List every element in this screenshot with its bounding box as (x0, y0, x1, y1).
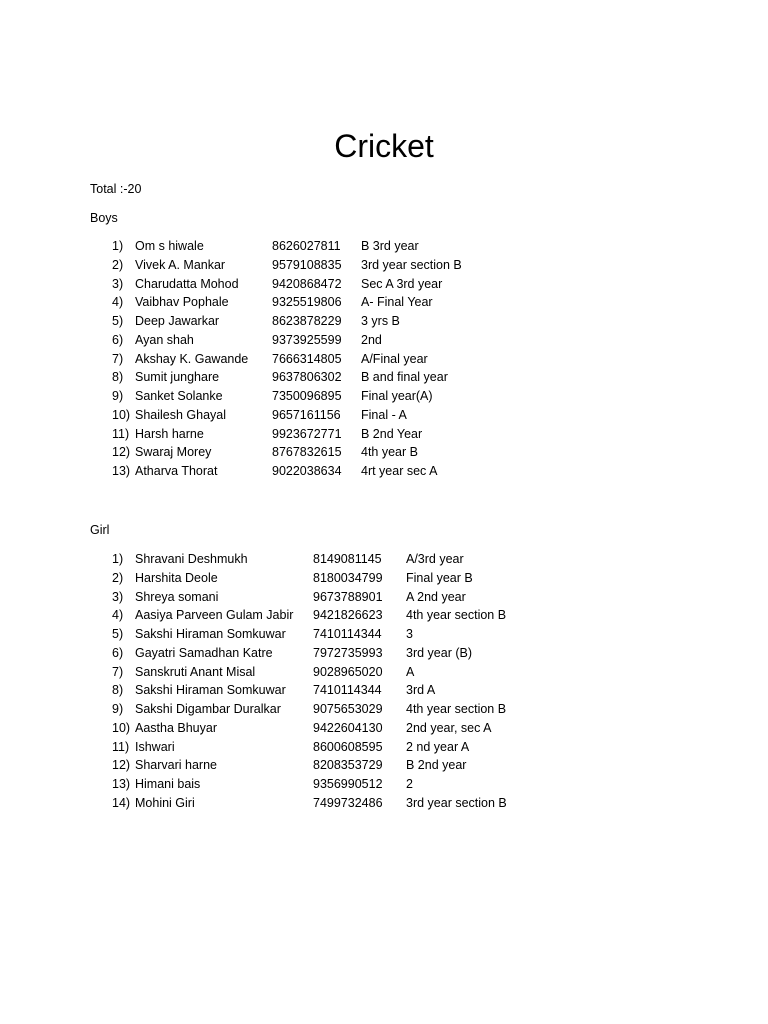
item-year: Final - A (361, 407, 407, 422)
item-year: B 2nd year (406, 758, 467, 773)
item-name: Himani bais (135, 777, 201, 791)
item-phone: 9075653029 (313, 702, 383, 716)
item-name: Deep Jawarkar (135, 314, 220, 328)
item-name: Om s hiwale (135, 239, 204, 253)
total-count: Total :-20 (90, 182, 142, 196)
item-number: 5) (112, 627, 124, 641)
document-title: Cricket (334, 128, 434, 164)
item-phone: 9579108835 (272, 257, 342, 272)
item-phone: 9637806302 (272, 370, 342, 385)
item-number: 2) (112, 570, 124, 585)
item-phone: 8767832615 (272, 445, 342, 460)
item-year: 3 yrs B (361, 314, 400, 328)
item-phone: 7410114344 (313, 683, 382, 698)
item-number: 13) (112, 777, 131, 791)
item-number: 9) (112, 702, 124, 716)
item-phone: 8626027811 (272, 239, 341, 253)
item-year: A 2nd year (406, 589, 466, 604)
item-year: A/Final year (361, 351, 428, 366)
item-year: 2nd (361, 332, 382, 347)
item-name: Gayatri Samadhan Katre (135, 645, 273, 660)
item-name: Vaibhav Pophale (135, 295, 229, 310)
item-number: 9) (112, 389, 124, 403)
item-name: Vivek A. Mankar (135, 257, 226, 272)
item-number: 2) (112, 257, 124, 272)
item-number: 7) (112, 351, 124, 366)
item-number: 6) (112, 645, 124, 660)
item-year: 2 nd year A (406, 739, 470, 754)
item-phone: 8600608595 (313, 739, 383, 754)
item-year: Final year(A) (361, 389, 433, 403)
item-name: Charudatta Mohod (135, 276, 239, 291)
item-phone: 7410114344 (313, 627, 382, 641)
item-phone: 8623878229 (272, 314, 342, 328)
item-name: Shravani Deshmukh (135, 552, 248, 566)
item-number: 8) (112, 683, 124, 698)
item-number: 14) (112, 795, 131, 810)
item-number: 4) (112, 608, 124, 623)
item-phone: 9356990512 (313, 777, 383, 791)
item-number: 1) (112, 239, 124, 253)
item-phone: 7350096895 (272, 389, 342, 403)
item-year: A- Final Year (361, 295, 433, 310)
item-phone: 9022038634 (272, 464, 342, 478)
item-phone: 9373925599 (272, 332, 342, 347)
item-name: Ayan shah (135, 332, 194, 347)
item-year: A (406, 664, 415, 679)
item-phone: 9673788901 (313, 589, 383, 604)
item-phone: 7666314805 (272, 351, 342, 366)
item-number: 11) (112, 739, 130, 754)
item-number: 1) (112, 552, 124, 566)
item-name: Akshay K. Gawande (135, 351, 249, 366)
item-year: 3 (406, 627, 413, 641)
item-year: 4th year B (361, 445, 418, 460)
item-number: 12) (112, 445, 131, 460)
item-name: Sanskruti Anant Misal (135, 664, 256, 679)
item-name: Ishwari (135, 739, 175, 754)
item-name: Harsh harne (135, 426, 204, 441)
item-name: Sakshi Hiraman Somkuwar (135, 627, 286, 641)
item-name: Sanket Solanke (135, 389, 223, 403)
item-phone: 8180034799 (313, 570, 383, 585)
item-year: Sec A 3rd year (361, 276, 443, 291)
item-year: 3rd year section B (406, 795, 507, 810)
item-number: 13) (112, 464, 131, 478)
item-year: 3rd A (406, 683, 436, 698)
item-phone: 9657161156 (272, 407, 341, 422)
item-year: B 2nd Year (361, 426, 423, 441)
item-name: Sumit junghare (135, 370, 220, 385)
item-phone: 9028965020 (313, 664, 383, 679)
item-name: Harshita Deole (135, 570, 218, 585)
item-year: 3rd year (B) (406, 645, 472, 660)
item-phone: 9422604130 (313, 720, 383, 735)
item-year: 3rd year section B (361, 257, 462, 272)
item-year: 4th year section B (406, 608, 507, 623)
item-year: A/3rd year (406, 552, 464, 566)
item-number: 5) (112, 314, 124, 328)
item-number: 6) (112, 332, 124, 347)
item-number: 7) (112, 664, 124, 679)
item-number: 3) (112, 589, 124, 604)
item-name: Sharvari harne (135, 758, 217, 773)
item-number: 10) (112, 720, 131, 735)
item-year: 4rt year sec A (361, 464, 438, 478)
item-name: Sakshi Hiraman Somkuwar (135, 683, 286, 698)
item-year: 2nd year, sec A (406, 720, 492, 735)
item-number: 11) (112, 426, 130, 441)
item-name: Shreya somani (135, 589, 219, 604)
item-phone: 8149081145 (313, 552, 382, 566)
item-year: Final year B (406, 570, 473, 585)
item-phone: 9420868472 (272, 276, 342, 291)
item-number: 10) (112, 407, 131, 422)
item-name: Aastha Bhuyar (135, 720, 217, 735)
item-name: Sakshi Digambar Duralkar (135, 702, 281, 716)
item-year: 4th year section B (406, 702, 507, 716)
item-phone: 9325519806 (272, 295, 342, 310)
boys-heading: Boys (90, 211, 118, 225)
item-phone: 7972735993 (313, 645, 383, 660)
item-phone: 7499732486 (313, 795, 383, 810)
item-phone: 8208353729 (313, 758, 383, 773)
item-number: 8) (112, 370, 124, 385)
item-name: Mohini Giri (135, 795, 195, 810)
item-number: 12) (112, 758, 131, 773)
item-year: B 3rd year (361, 239, 419, 253)
item-phone: 9923672771 (272, 426, 342, 441)
item-name: Shailesh Ghayal (135, 407, 227, 422)
girl-heading: Girl (90, 523, 110, 537)
item-name: Aasiya Parveen Gulam Jabir (135, 608, 294, 623)
item-number: 4) (112, 295, 124, 310)
item-year: 2 (406, 777, 413, 791)
item-year: B and final year (361, 370, 448, 385)
item-number: 3) (112, 276, 124, 291)
item-phone: 9421826623 (313, 608, 383, 623)
item-name: Atharva Thorat (135, 464, 218, 478)
item-name: Swaraj Morey (135, 445, 212, 460)
